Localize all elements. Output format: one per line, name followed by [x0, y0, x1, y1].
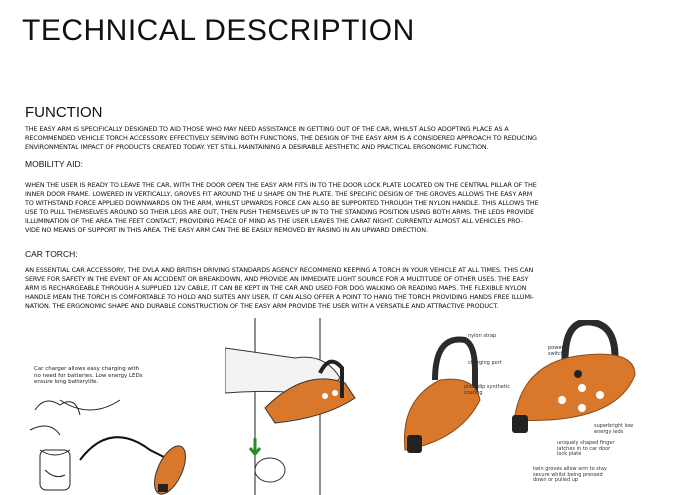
function-heading: FUNCTION: [25, 104, 103, 121]
text-line: TO WITHSTAND FORCE APPLIED DOWNWARDS ON THE ARM, WHILST UPWARDS FORCE CAN ALSO BE SUPPORTED THROUGH THE NYLON HANDLE. THIS ALLOWS THE: [25, 199, 539, 207]
text-line: ARM IS RECHARGEABLE THROUGH A SUPPLIED 12V CABLE, IT CAN BE KEPT IN THE CAR AND USED FOR DOG WALKING OR READING MAPS. THE FLEXIBLE NYLON: [25, 284, 527, 292]
text-line: AN ESSENTIAL CAR ACCESSORY, THE DVLA AND BRITISH DRIVING STANDARDS AGENCY RECOMMEND KEEPING A TORCH IN YOUR VEHICLE AT ALL TIMES. THIS CAN: [25, 266, 534, 274]
label-coating: [464, 385, 510, 396]
product-render-underside: [510, 320, 640, 440]
text-line: THE EASY ARM IS SPECIFICALLY DESIGNED TO AID THOSE WHO MAY NEED ASSISTANCE IN GETTING OUT OF THE CAR, WHILST ALSO ADOPTING PLACE AS A: [25, 125, 509, 133]
text-line: USE TO PULL THEMSELVES AROUND SO THEIR LEGS ARE OUT, THEN PUSH THEMSELVES UP IN TO THE STANDING POSITION USING BOTH ARMS. THE LEDS PROVIDE: [25, 208, 535, 216]
torch-heading: CAR TORCH:: [25, 249, 78, 259]
label-leds: [594, 424, 633, 435]
label-twin-groves: [533, 467, 607, 484]
charger-illustration: [20, 390, 220, 495]
label-line: plastidip synthetic: [464, 384, 510, 390]
caption-line: no need for batteries. Low energy LEDs: [34, 372, 143, 379]
label-line: power: [548, 345, 564, 351]
label-line: superbright low: [594, 423, 634, 429]
charger-caption: [34, 366, 143, 386]
text-line: RECOMMENDED VEHICLE TORCH ACCESSORY. EFFECTIVELY SERVING BOTH FUNCTIONS, THE DESIGN OF THE EASY ARM IS A CONSIDERED APPROACH TO REDUCING: [25, 134, 537, 142]
label-line: energy leds: [594, 428, 624, 435]
mobility-heading: MOBILITY AID:: [25, 159, 83, 169]
label-line: coating: [464, 389, 483, 396]
text-line: WHEN THE USER IS READY TO LEAVE THE CAR, WITH THE DOOR OPEN THE EASY ARM FITS IN TO THE DOOR LOCK PLATE LOCATED ON THE CENTRAL PILLAR OF THE: [25, 181, 537, 189]
label-line: secure whilst being pressed: [533, 471, 603, 478]
text-line: HANDLE MEAN THE TORCH IS COMFORTABLE TO HOLD AND SUITES ANY USER. IT CAN ALSO OFFER A POINT TO HANG THE TORCH PROVIDING HANDS FREE ILLUMI-: [25, 293, 534, 301]
page-title: TECHNICAL DESCRIPTION: [22, 14, 415, 47]
text-line: ENVIRONMENTAL IMPACT OF PRODUCTS CREATED TODAY. YET STILL MAINTAINING A DESIRABLE AESTHETIC AND PRACTICAL ERGONOMIC FUNCTION.: [25, 143, 489, 151]
door-usage-illustration: [225, 318, 375, 495]
label-line: down or pulled up: [533, 477, 579, 483]
label-line: twin groves allow arm to stay: [533, 466, 607, 472]
caption-line: ensure long batterylife.: [34, 379, 99, 385]
label-line: switch: [548, 350, 564, 357]
label-nylon-strap: nylon strap: [468, 333, 497, 339]
label-power-switch: [548, 346, 564, 357]
label-charging-port: charging port: [468, 360, 502, 366]
caption-line: Car charger allows easy charging with: [34, 366, 140, 372]
label-finger-latches: [557, 441, 615, 458]
text-line: INNER DOOR FRAME. LOWERED IN VERTICALLY, GROVES FIT AROUND THE U SHAPE ON THE PLATE. THE SPECIFIC DESIGN OF THE GROVES ALLOWS THE EASY ARM: [25, 190, 533, 198]
text-line: NATION. THE ERGONOMIC SHAPE AND DURABLE CONSTRUCTION OF THE EASY ARM PROVIDE THE USER WITH A VERSATILE AND ATTRACTIVE PRODUCT.: [25, 302, 499, 310]
mobility-paragraph: [25, 181, 539, 235]
label-line: uniquely shaped finger: [557, 440, 615, 446]
text-line: VIDE NO MEANS OF SUPPORT IN THIS AREA. THE EASY ARM CAN THE BE EASILY REMOVED BY RASING IN AN UPWARD DIRECTION.: [25, 226, 428, 234]
text-line: ILLUMINATION OF THE AREA THE FEET CONTACT, PROVIDING PEACE OF MIND AS THE USER LEAVES THE CARAT NIGHT. CURRENTLY ALMOST ALL VEHICLES PRO-: [25, 217, 523, 225]
function-paragraph: [25, 125, 537, 152]
torch-paragraph: [25, 266, 534, 311]
label-line: lock plate: [557, 451, 582, 457]
text-line: SERVE FOR SAFETY IN THE EVENT OF AN ACCIDENT OR BREAKDOWN, AND PROVIDE AN IMMEDIATE LIGHT SOURCE FOR A MULTITUDE OF OTHER USES. THE EASY: [25, 275, 529, 283]
label-line: latches in to car door: [557, 445, 611, 452]
